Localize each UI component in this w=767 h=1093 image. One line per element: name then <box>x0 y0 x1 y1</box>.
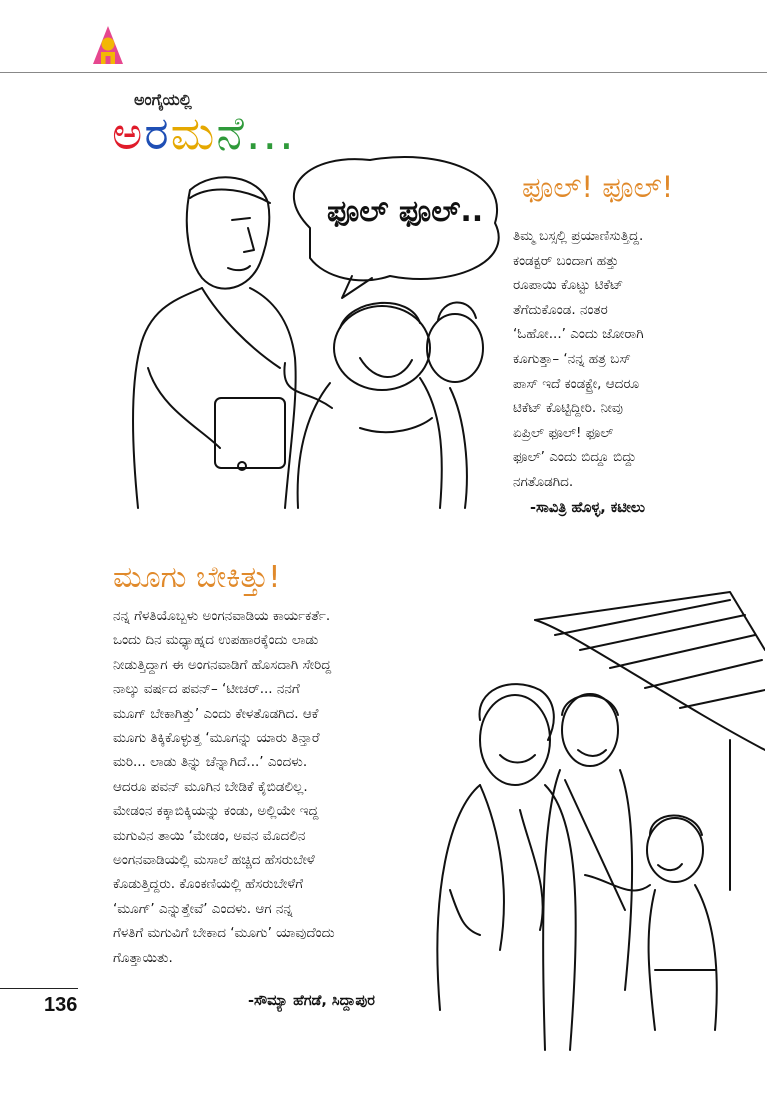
masthead-subtitle: ಅಂಗೈಯಲ್ಲಿ <box>134 90 192 109</box>
story2-line: ಮೂಗ್ ಬೇಕಾಗಿತ್ತು’ ಎಂದು ಕೇಳತೊಡಗಿದ. ಆಕೆ <box>113 705 319 722</box>
story2-line: ಮಗುವಿನ ತಾಯಿ ‘ಮೇಡಂ, ಅವನ ಮೊದಲಿನ <box>113 827 306 844</box>
story1-line: ನಗತೊಡಗಿದ. <box>513 473 574 490</box>
story2-body <box>113 604 453 970</box>
page-number: 136 <box>44 994 78 1016</box>
masthead-letter-3: ಮ <box>170 106 217 160</box>
story2-line: ಮರಿ... ಲಾಡು ತಿನ್ನು ಚೆನ್ನಾಗಿದೆ...’ ಎಂದಳು. <box>113 754 308 771</box>
story2-line: ಮೂಗು ತಿಕ್ಕಿಕೊಳ್ಳುತ್ತ ‘ಮೂಗನ್ನು ಯಾರು ತಿನ್ತಾರೆ <box>113 730 320 747</box>
story2-line: ಒಂದು ದಿನ ಮಧ್ಯಾಹ್ನದ ಉಪಹಾರಕ್ಕೆಂದು ಲಾಡು <box>113 632 319 649</box>
story1-line: ರೂಪಾಯಿ ಕೊಟ್ಟು ಟಿಕೆಟ್ <box>513 277 624 294</box>
house-logo-icon <box>88 20 128 72</box>
story1-credit: -ಸಾವಿತ್ರಿ ಹೊಳ್ಳ, ಕಟೀಲು <box>530 500 645 516</box>
story2-line: ಆದರೂ ಪವನ್ ಮೂಗಿನ ಬೇಡಿಕೆ ಕೈಬಿಡಲಿಲ್ಲ. <box>113 778 308 795</box>
story1-line: ಏಪ್ರಿಲ್ ಫೂಲ್! ಫೂಲ್ <box>513 424 614 441</box>
story1-line: ‘ಓಹೋ...’ ಎಂದು ಜೋರಾಗಿ <box>513 326 644 343</box>
story2-line: ನೀಡುತ್ತಿದ್ದಾಗ ಈ ಅಂಗನವಾಡಿಗೆ ಹೊಸದಾಗಿ ಸೇರಿದ್ದ <box>113 656 332 673</box>
masthead-letter-2: ರ <box>144 106 171 160</box>
footer-rule <box>0 988 78 989</box>
story1-line: ತೆಗೆದುಕೊಂಡ. ನಂತರ <box>513 301 608 318</box>
story1-line: ಫೂಲ್’ ಎಂದು ಬಿದ್ದೂ ಬಿದ್ದು <box>513 449 637 466</box>
story1-body <box>513 224 713 495</box>
story2-line: ಗೊತ್ತಾಯಿತು. <box>113 949 173 966</box>
story2-title: ಮೂಗು ಬೇಕಿತ್ತು! <box>113 560 281 595</box>
story1-line: ಕೂಗುತ್ತಾ– ‘ನನ್ನ ಹತ್ರ ಬಸ್ <box>513 350 631 367</box>
cartoon-anganwadi-illustration <box>430 590 765 1070</box>
header-rule <box>0 72 767 73</box>
cartoon-bus-illustration <box>120 148 510 526</box>
magazine-logo <box>88 20 128 72</box>
story1-line: ತಿಮ್ಮ ಬಸ್ಸಲ್ಲಿ ಪ್ರಯಾಣಿಸುತ್ತಿದ್ದ. <box>513 228 644 244</box>
story2-line: ನನ್ನ ಗೆಳತಿಯೊಬ್ಬಳು ಅಂಗನವಾಡಿಯ ಕಾರ್ಯಕರ್ತೆ. <box>113 608 331 624</box>
story1-line: ಪಾಸ್ ಇದೆ ಕಂಡಕ್ಟ್ರೇ, ಆದರೂ <box>513 375 640 392</box>
story2-line: ಗೆಳತಿಗೆ ಮಗುವಿಗೆ ಬೇಕಾದ ‘ಮೂಗು’ ಯಾವುದೆಂದು <box>113 925 335 942</box>
story2-line: ‘ಮೂಗ್’ ಎನ್ನುತ್ತೇವೆ’ ಎಂದಳು. ಆಗ ನನ್ನ <box>113 900 293 917</box>
story1-line: ಟಿಕೆಟ್ ಕೊಟ್ಟಿದ್ದೀರಿ. ನೀವು <box>513 400 623 417</box>
story2-line: ಅಂಗನವಾಡಿಯಲ್ಲಿ ಮಸಾಲೆ ಹಚ್ಚಿದ ಹೆಸರುಬೇಳೆ <box>113 852 315 869</box>
story2-line: ಮೇಡಂನ ಕಕ್ಕಾಬಿಕ್ಕಿಯನ್ನು ಕಂಡು, ಅಲ್ಲಿಯೇ ಇದ್ದ <box>113 803 319 820</box>
story2-credit: -ಸೌಮ್ಯಾ ಹೆಗಡೆ, ಸಿದ್ದಾಪುರ <box>248 993 375 1009</box>
story2-line: ನಾಲ್ಕು ವರ್ಷದ ಪವನ್– ‘ಟೀಚರ್... ನನಗೆ <box>113 681 300 698</box>
masthead-letter-4: ನೆ... <box>216 106 296 160</box>
story1-line: ಕಂಡಕ್ಟರ್ ಬಂದಾಗ ಹತ್ತು <box>513 252 619 269</box>
bubble-text: ಫೂಲ್ ಫೂಲ್.. <box>327 194 484 229</box>
story2-line: ಕೊಡುತ್ತಿದ್ದರು. ಕೊಂಕಣಿಯಲ್ಲಿ ಹೆಸರುಬೇಳೆಗೆ <box>113 876 304 893</box>
masthead-letter-1: ಅ <box>112 106 145 160</box>
story1-title: ಫೂಲ್! ಫೂಲ್! <box>522 170 674 204</box>
